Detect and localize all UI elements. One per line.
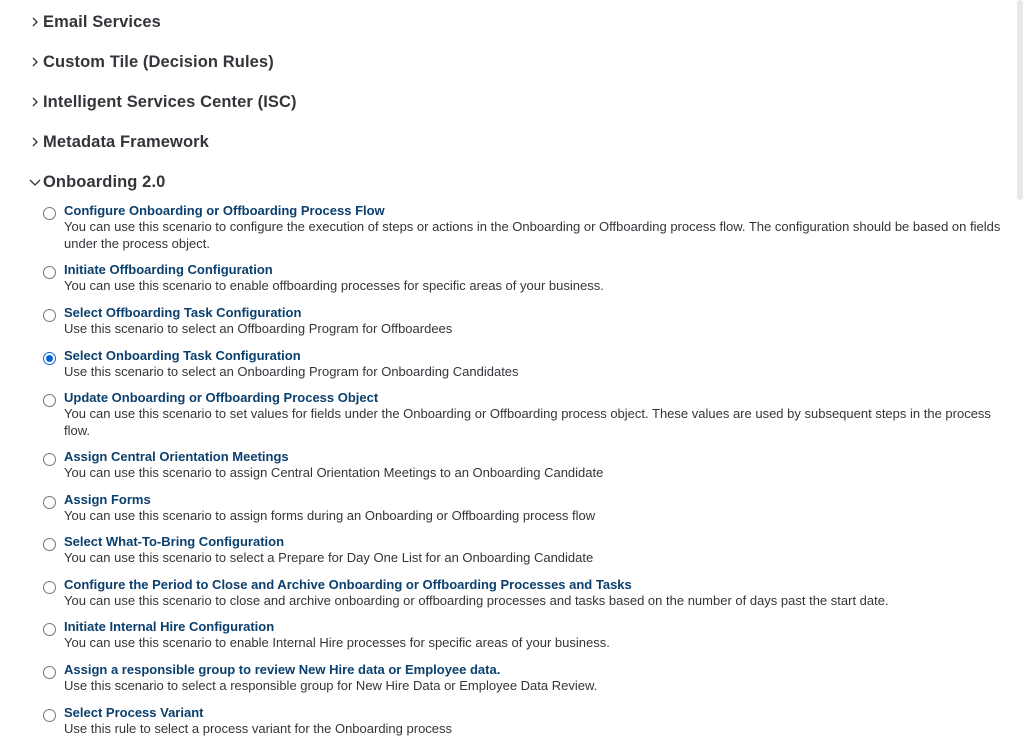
vertical-scrollbar[interactable]	[1016, 0, 1024, 737]
scenario-description: Use this scenario to select a responsible group for New Hire Data or Employee Data Review.	[64, 678, 598, 693]
scenario-radio[interactable]	[43, 623, 56, 636]
scenario-title[interactable]: Select Process Variant	[64, 705, 204, 720]
scenario-radio[interactable]	[43, 666, 56, 679]
scenario-title[interactable]: Assign a responsible group to review New Hire data or Employee data.	[64, 662, 501, 677]
chevron-right-icon	[28, 55, 42, 69]
chevron-down-icon	[28, 175, 42, 189]
section-custom-tile[interactable]	[28, 50, 274, 74]
scenario-description: You can use this scenario to configure the execution of steps or actions in the Onboarding or Offboarding process flow. The configuration should be based on fields under the process object.	[64, 219, 1001, 251]
scenario-description: You can use this scenario to select a Prepare for Day One List for an Onboarding Candidate	[64, 550, 594, 565]
chevron-right-icon	[28, 15, 42, 29]
scenario-title[interactable]: Initiate Offboarding Configuration	[64, 262, 273, 277]
scenario-radio[interactable]	[43, 207, 56, 220]
section-metadata-framework[interactable]	[28, 130, 209, 154]
scenario-title[interactable]: Select Onboarding Task Configuration	[64, 348, 301, 363]
section-title: Intelligent Services Center (ISC)	[43, 92, 297, 111]
scrollbar-thumb[interactable]	[1017, 0, 1023, 200]
scenario-description: You can use this scenario to close and archive onboarding or offboarding processes and tasks based on the number of days past the start date.	[64, 593, 889, 608]
scenario-description: You can use this scenario to assign Central Orientation Meetings to an Onboarding Candidate	[64, 465, 604, 480]
scenario-radio[interactable]	[43, 709, 56, 722]
scenario-description: Use this scenario to select an Onboarding Program for Onboarding Candidates	[64, 364, 519, 379]
scenario-description: You can use this scenario to assign forms during an Onboarding or Offboarding process flow	[64, 508, 596, 523]
section-email-services[interactable]	[28, 10, 161, 34]
scenario-title[interactable]: Assign Central Orientation Meetings	[64, 449, 289, 464]
scenario-title[interactable]: Update Onboarding or Offboarding Process Object	[64, 390, 379, 405]
scenario-title[interactable]: Select What-To-Bring Configuration	[64, 534, 285, 549]
scenario-description: You can use this scenario to enable offboarding processes for specific areas of your business.	[64, 278, 604, 293]
scenario-description: You can use this scenario to enable Internal Hire processes for specific areas of your business.	[64, 635, 610, 650]
section-title: Onboarding 2.0	[43, 172, 166, 191]
scenario-radio[interactable]	[43, 538, 56, 551]
section-title: Email Services	[43, 12, 161, 31]
scenario-description: Use this scenario to select an Offboarding Program for Offboardees	[64, 321, 453, 336]
scenario-radio[interactable]	[43, 453, 56, 466]
section-onboarding-2-0[interactable]	[28, 170, 165, 194]
scenario-radio[interactable]	[43, 496, 56, 509]
scenario-title[interactable]: Assign Forms	[64, 492, 151, 507]
scenario-title[interactable]: Initiate Internal Hire Configuration	[64, 619, 275, 634]
section-title: Custom Tile (Decision Rules)	[43, 52, 274, 71]
scenario-title[interactable]: Select Offboarding Task Configuration	[64, 305, 302, 320]
scenario-description: You can use this scenario to set values for fields under the Onboarding or Offboarding process object. These values are used by subsequent steps in the process flow.	[64, 406, 991, 438]
scenario-radio[interactable]	[43, 581, 56, 594]
scenario-title[interactable]: Configure Onboarding or Offboarding Process Flow	[64, 203, 385, 218]
section-title: Metadata Framework	[43, 132, 209, 151]
section-intelligent-services-center[interactable]	[28, 90, 297, 114]
chevron-right-icon	[28, 135, 42, 149]
chevron-right-icon	[28, 95, 42, 109]
scenario-radio[interactable]	[43, 309, 56, 322]
scenario-radio[interactable]	[43, 352, 56, 365]
scenario-description: Use this rule to select a process variant for the Onboarding process	[64, 721, 453, 736]
scenario-radio[interactable]	[43, 266, 56, 279]
scenario-radio[interactable]	[43, 394, 56, 407]
scenario-title[interactable]: Configure the Period to Close and Archive Onboarding or Offboarding Processes and Tasks	[64, 577, 632, 592]
